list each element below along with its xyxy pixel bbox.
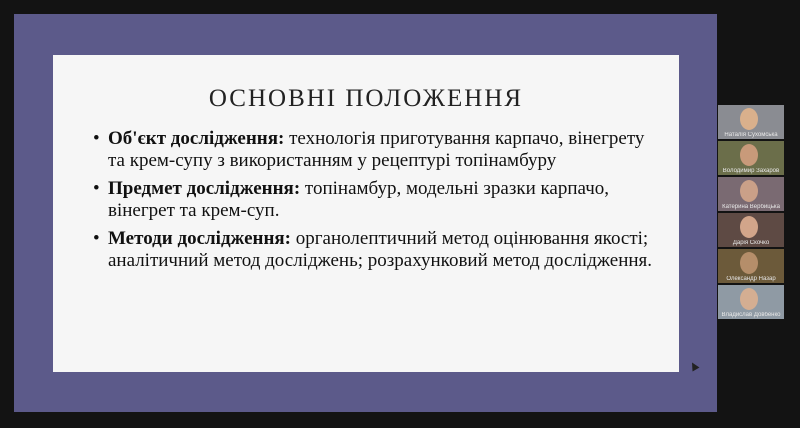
participant-avatar <box>740 252 758 274</box>
participant-avatar <box>740 288 758 310</box>
participant-name: Катерина Вербицька <box>722 204 780 210</box>
bullet-text: органолептичний метод оцінювання якості; аналітичний метод досліджень; розрахунковий метод дослідження. <box>108 228 653 271</box>
participant-tile[interactable] <box>718 177 784 211</box>
participant-name: Дарія Скочко <box>732 240 770 246</box>
bullet-text: технологія приготування карпачо, вінегрету та крем-супу з використанням у рецептурі топінамбуру <box>108 128 645 171</box>
slide-title: ОСНОВНІ ПОЛОЖЕННЯ <box>208 85 524 112</box>
mouse-cursor-icon <box>689 361 700 372</box>
participant-tile[interactable] <box>718 285 784 319</box>
participant-avatar <box>740 144 758 166</box>
participant-tile[interactable] <box>718 213 784 247</box>
participant-avatar <box>740 180 758 202</box>
bullet-label: Об'єкт дослідження: <box>108 128 285 149</box>
bullet-subject <box>93 178 653 222</box>
participant-tile[interactable] <box>718 249 784 283</box>
screen-share-area <box>14 14 717 412</box>
participant-name: Владислав Довбенко <box>721 312 781 318</box>
bullet-methods <box>93 228 653 272</box>
participant-name: Наталія Сухомська <box>724 132 778 138</box>
presentation-slide <box>53 55 679 372</box>
bullet-text: топінамбур, модельні зразки карпачо, вінегрет та крем-суп. <box>108 178 610 221</box>
participant-name: Олександр Назар <box>726 276 776 282</box>
participant-avatar <box>740 216 758 238</box>
participant-gallery <box>718 105 784 321</box>
participant-name: Володимир Захаров <box>722 168 780 174</box>
bullet-label: Предмет дослідження: <box>108 178 301 199</box>
bullet-label: Методи дослідження: <box>108 228 292 249</box>
participant-tile[interactable] <box>718 141 784 175</box>
bullet-object <box>93 128 653 172</box>
participant-tile[interactable] <box>718 105 784 139</box>
participant-avatar <box>740 108 758 130</box>
slide-bullet-list <box>93 128 653 278</box>
